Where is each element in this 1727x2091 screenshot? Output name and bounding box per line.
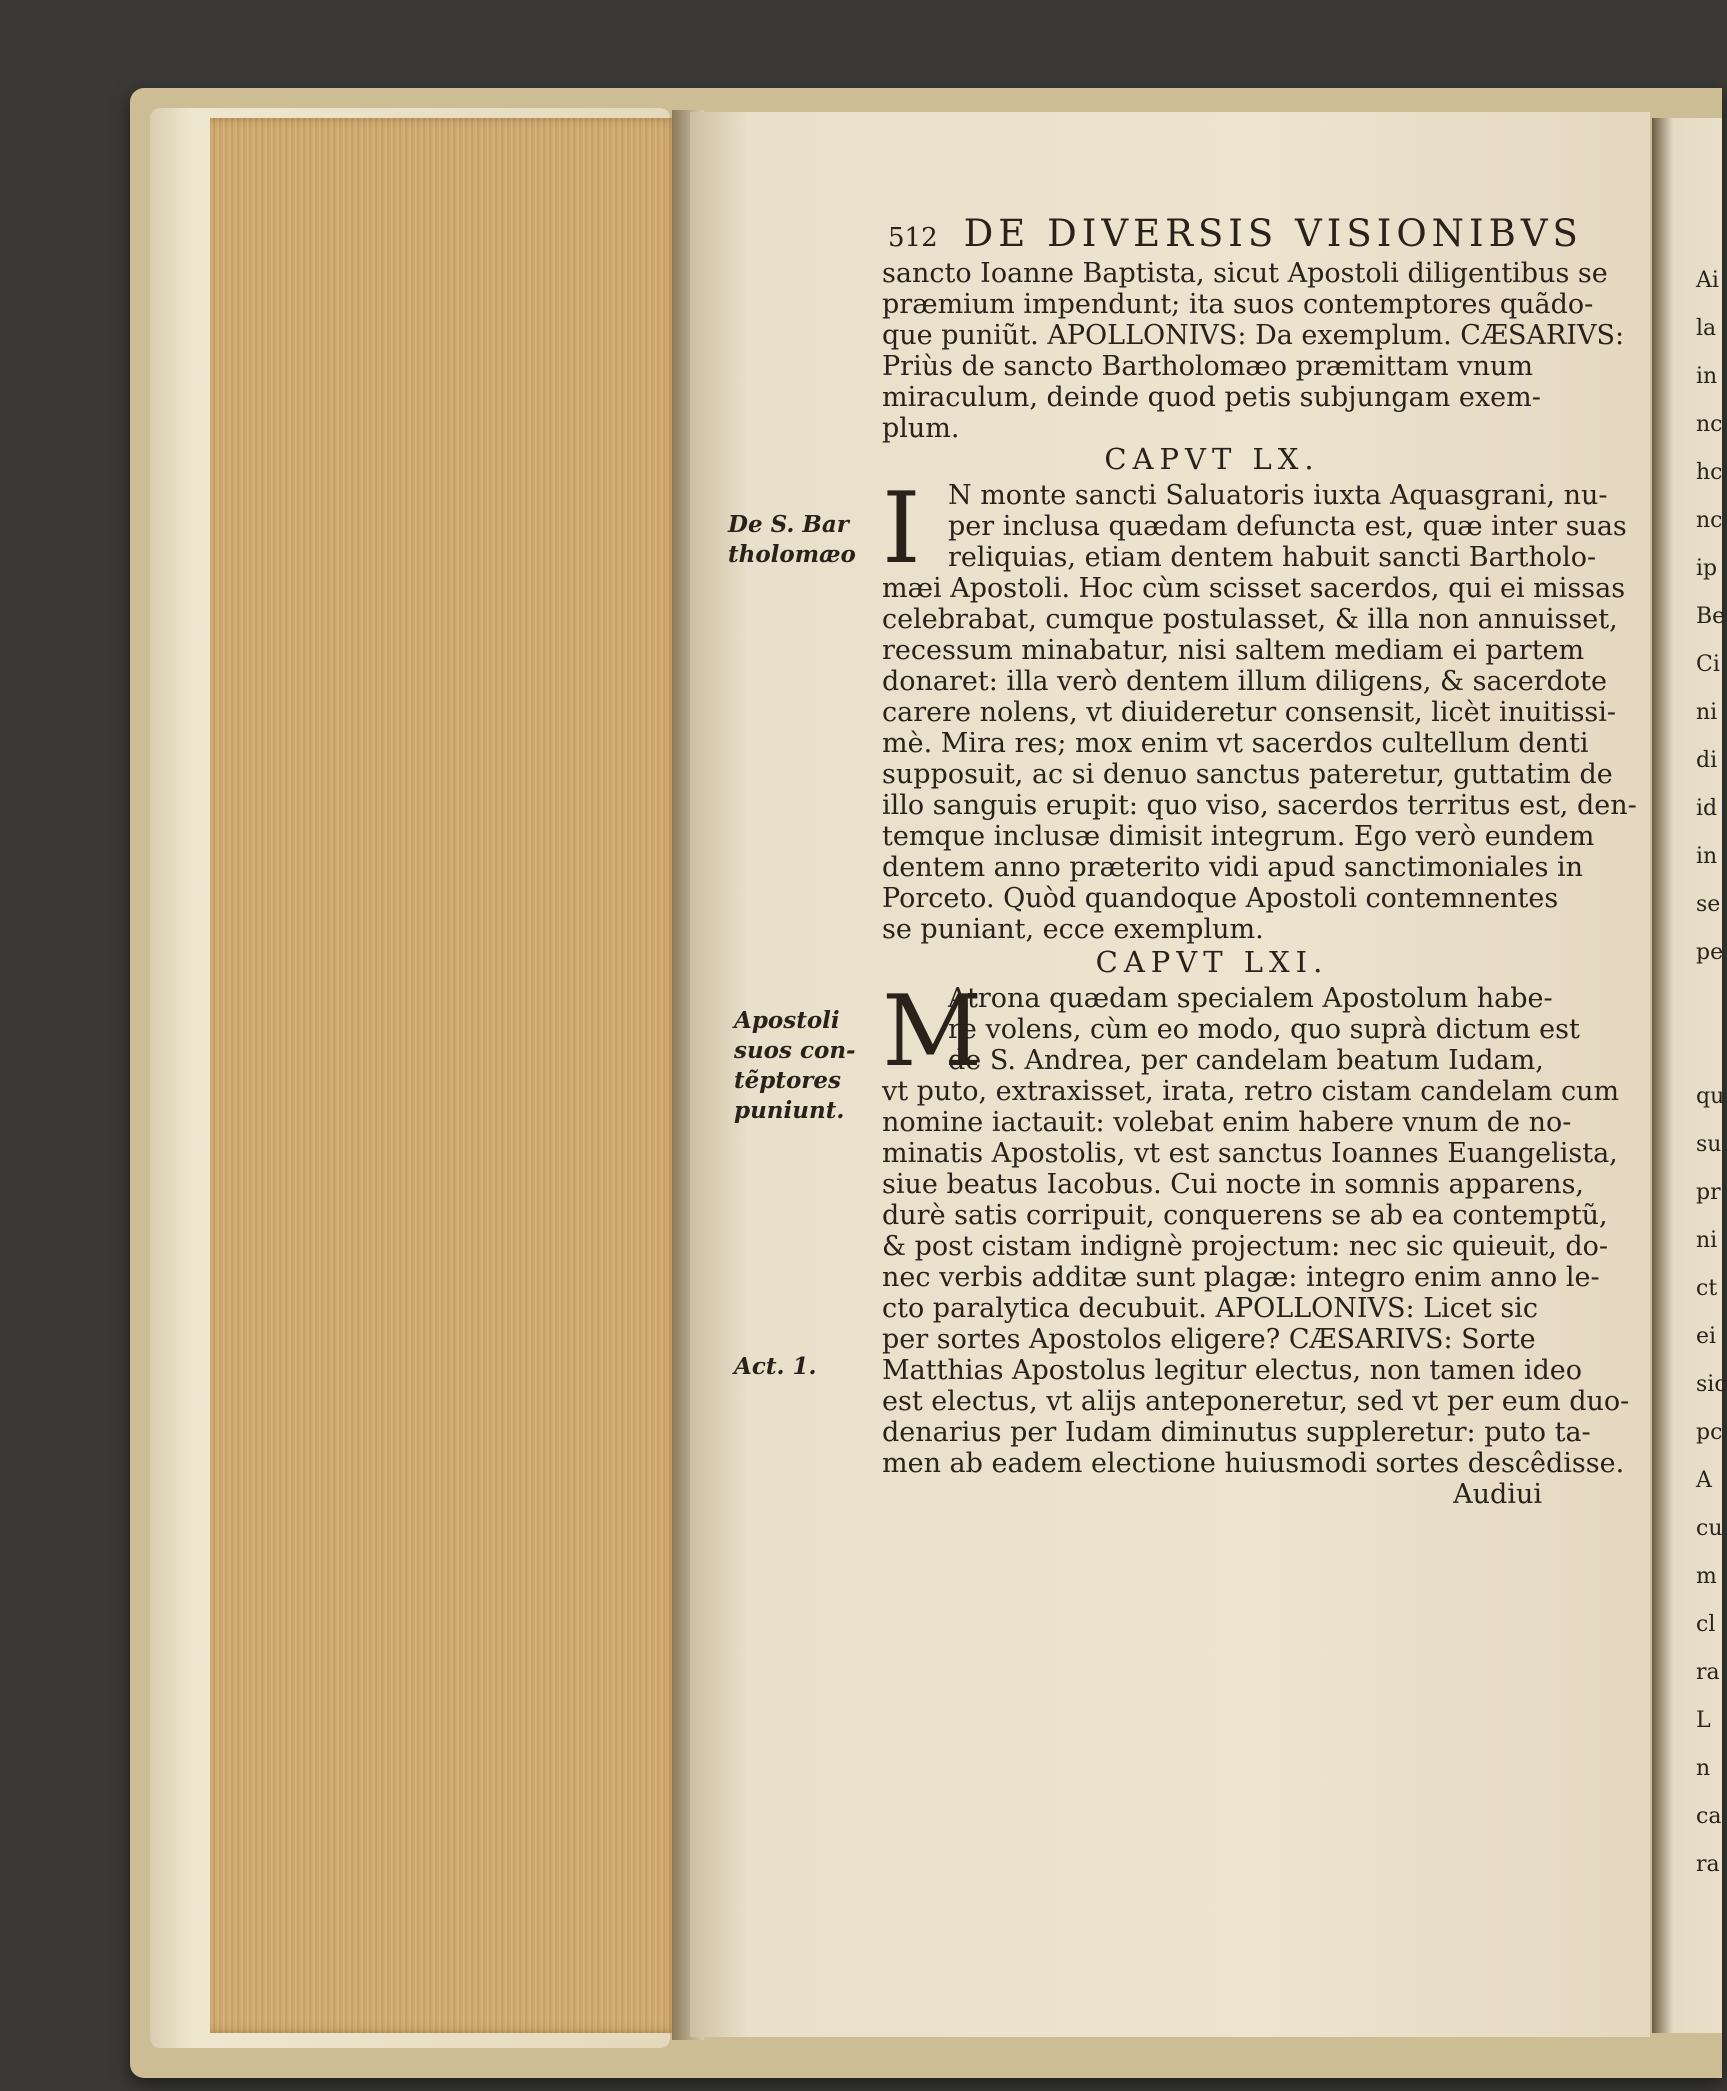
text-line: vt puto, extraxisset, irata, retro cistam candelam cum (882, 1076, 1620, 1107)
marginal-reference: Act. 1. (734, 1353, 817, 1380)
text-line: nomine iactauit: volebat enim habere vnum de no- (882, 1107, 1572, 1138)
text-line: cto paralytica decubuit. APOLLONIVS: Licet sic (882, 1293, 1538, 1324)
chapter-heading: CAPVT LXI. (1095, 945, 1329, 979)
chapter-indented-lines (882, 480, 1627, 573)
text-line: reliquias, etiam dentem habuit sancti Bartholo- (948, 542, 1597, 573)
facing-page-fragment: pr (1696, 1180, 1721, 1205)
text-line: de S. Andrea, per candelam beatum Iudam, (948, 1045, 1544, 1076)
facing-page-fragment: A (1696, 1468, 1712, 1493)
facing-page-fragment: Be (1696, 604, 1726, 629)
facing-page-fragment: id (1696, 796, 1718, 821)
facing-page-fragment: la (1696, 316, 1717, 341)
running-head (888, 212, 1583, 255)
facing-page-fragment: L (1696, 1708, 1711, 1733)
marginal-note-line: tẽptores (734, 1067, 842, 1094)
facing-page-fragment: Ci (1696, 652, 1720, 677)
facing-page-fragment: ct (1696, 1276, 1718, 1301)
facing-page-fragment: sic (1696, 1372, 1727, 1397)
facing-page-fragment: di (1696, 748, 1718, 773)
text-line: mæi Apostoli. Hoc cùm scisset sacerdos, qui ei missas (882, 573, 1626, 604)
marginal-note-line: De S. Bar (728, 511, 849, 538)
text-line: illo sanguis erupit: quo viso, sacerdos territus est, den- (882, 790, 1637, 821)
intro-paragraph (882, 258, 1625, 444)
facing-page-fragment: ca (1696, 1804, 1722, 1829)
facing-page-fragment: cl (1696, 1612, 1716, 1637)
facing-page-fragment: su (1696, 1132, 1722, 1157)
text-line: Priùs de sancto Bartholomæo præmittam vnum (882, 351, 1534, 382)
text-line: plum. (882, 413, 960, 444)
text-line: per inclusa quædam defuncta est, quæ inter suas (948, 511, 1627, 542)
facing-page-fragment: ei (1696, 1324, 1717, 1349)
text-line: temque inclusæ dimisit integrum. Ego verò eundem (882, 821, 1595, 852)
chapter-paragraph (882, 573, 1637, 945)
text-line: & post cistam indignè projectum: nec sic quieuit, do- (882, 1231, 1609, 1262)
facing-page-fragment: qu (1696, 1084, 1725, 1109)
text-line: denarius per Iudam diminutus suppleretur: puto ta- (882, 1417, 1591, 1448)
chapter-heading: CAPVT LX. (1104, 442, 1320, 476)
text-line: præmium impendunt; ita suos contemptores quãdo- (882, 289, 1594, 320)
text-line: supposuit, ac si denuo sanctus pateretur, guttatim de (882, 759, 1613, 790)
facing-page-fragment: hc (1696, 460, 1723, 485)
facing-page-fragment: nc (1696, 508, 1723, 533)
drop-cap-initial: M (882, 975, 983, 1089)
drop-cap-initial: I (882, 472, 921, 586)
text-line: que puniũt. APOLLONIVS: Da exemplum. CÆSARIVS: (882, 320, 1625, 351)
marginal-note-line: Apostoli (734, 1007, 840, 1034)
text-line: dentem anno præterito vidi apud sanctimoniales in (882, 852, 1584, 883)
chapter-paragraph (882, 1076, 1630, 1479)
marginal-note-line: suos con- (734, 1037, 856, 1064)
text-line: recessum minabatur, nisi saltem mediam ei partem (882, 635, 1585, 666)
text-line: siue beatus Iacobus. Cui nocte in somnis apparens, (882, 1169, 1585, 1200)
marginal-note (728, 510, 856, 570)
facing-page-fragment: ra (1696, 1660, 1720, 1685)
text-line: se puniant, ecce exemplum. (882, 914, 1264, 945)
text-line: re volens, cùm eo modo, quo suprà dictum est (948, 1014, 1580, 1045)
text-line: men ab eadem electione huiusmodi sortes descêdisse. (882, 1448, 1625, 1479)
text-line: Atrona quædam specialem Apostolum habe- (948, 983, 1553, 1014)
facing-page-fragment: ni (1696, 1228, 1718, 1253)
marginal-note (734, 1006, 856, 1126)
text-line: N monte sancti Saluatoris iuxta Aquasgrani, nu- (948, 480, 1608, 511)
facing-page-fragment: se (1696, 892, 1721, 917)
text-line: miraculum, deinde quod petis subjungam exem- (882, 382, 1541, 413)
facing-page-fragment: pc (1696, 1420, 1723, 1445)
facing-page-fragment: cu (1696, 1516, 1723, 1541)
text-line: mè. Mira res; mox enim vt sacerdos cultellum denti (882, 728, 1589, 759)
catchword: Audiui (1453, 1479, 1542, 1510)
text-line: donaret: illa verò dentem illum diligens, & sacerdote (882, 666, 1607, 697)
running-title: DE DIVERSIS VISIONIBVS (963, 212, 1583, 255)
facing-page-fragment: m (1696, 1564, 1717, 1589)
facing-page-fragment: nc (1696, 412, 1723, 437)
page-number: 512 (888, 223, 938, 253)
text-line: carere nolens, vt diuideretur consensit, licèt inuitissi- (882, 697, 1617, 728)
text-line: minatis Apostolis, vt est sanctus Ioannes Euangelista, (882, 1138, 1618, 1169)
facing-page-fragment: ni (1696, 700, 1718, 725)
text-line: sancto Ioanne Baptista, sicut Apostoli diligentibus se (882, 258, 1608, 289)
facing-page-fragment: ip (1696, 556, 1718, 581)
text-line: est electus, vt alijs anteponeretur, sed vt per eum duo- (882, 1386, 1630, 1417)
text-line: nec verbis additæ sunt plagæ: integro enim anno le- (882, 1262, 1600, 1293)
facing-page-fragment: in (1696, 844, 1718, 869)
facing-page-fragment: Ai (1696, 268, 1719, 293)
facing-page-fragment: ra (1696, 1852, 1720, 1877)
text-line: Matthias Apostolus legitur electus, non tamen ideo (882, 1355, 1582, 1386)
printed-page (690, 112, 1650, 2037)
text-line: durè satis corripuit, conquerens se ab ea contemptũ, (882, 1200, 1608, 1231)
marginal-note-line: tholomæo (728, 541, 856, 568)
facing-page-fragment: in (1696, 364, 1718, 389)
text-line: celebrabat, cumque postulasset, & illa non annuisset, (882, 604, 1618, 635)
facing-page-edge (1652, 118, 1727, 2033)
facing-page-fragment: n (1696, 1756, 1711, 1781)
text-line: Porceto. Quòd quandoque Apostoli contemnentes (882, 883, 1559, 914)
text-line: per sortes Apostolos eligere? CÆSARIVS: Sorte (882, 1324, 1536, 1355)
page-block-edges (210, 118, 680, 2033)
facing-page-fragment: pe (1696, 940, 1724, 965)
marginal-note-line: puniunt. (734, 1097, 845, 1124)
main-text (882, 258, 1637, 1513)
